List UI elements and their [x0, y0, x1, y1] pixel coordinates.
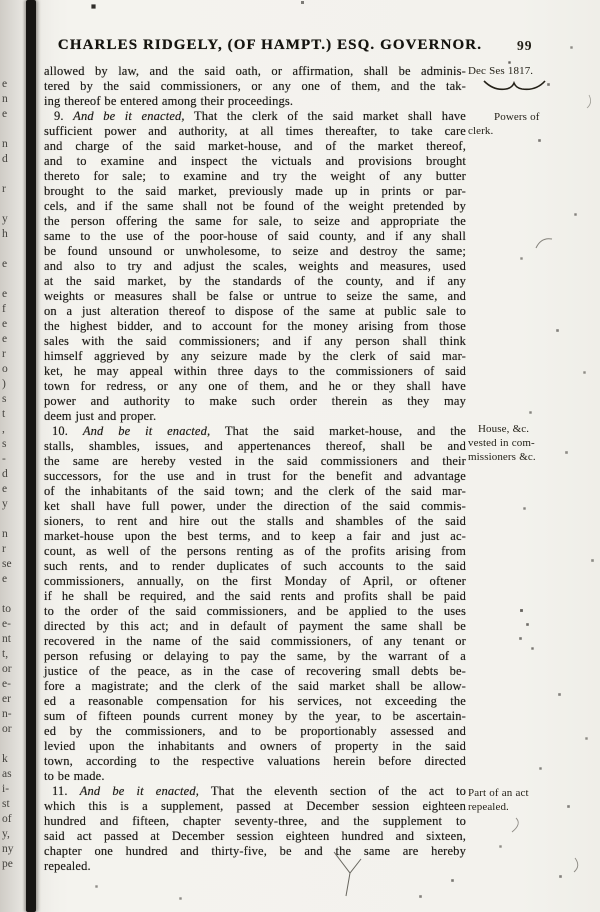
- gutter-fragment: e: [2, 288, 8, 300]
- gutter-fragment: n: [2, 93, 8, 105]
- text-line: at the said market, by the standards of the county, and if any: [44, 274, 466, 288]
- gutter-fragment: [2, 512, 24, 527]
- gutter-fragment: d: [2, 468, 8, 480]
- gutter-fragment: [2, 242, 24, 257]
- gutter-fragment: e: [2, 483, 8, 495]
- gutter-text-fragments: [2, 62, 24, 872]
- text-line: the highest bidder, and to account for the money arising from those: [44, 319, 466, 333]
- enacting-phrase: And be it enacted,: [79, 784, 200, 798]
- text-line: vested in com-: [468, 437, 535, 449]
- page-number: 99: [517, 38, 533, 53]
- text-line: successors, for the use and in trust for the benefit and advantage: [44, 469, 466, 483]
- text-line: missioners &c.: [468, 451, 536, 463]
- gutter-fragment: [2, 62, 24, 77]
- text-line: himself aggrieved by any seizure made by the clerk of said mar-: [44, 349, 466, 363]
- text-line: repealed.: [44, 859, 91, 873]
- paragraph: [44, 64, 466, 109]
- gutter-fragment: e: [2, 258, 8, 270]
- gutter-fragment: i-: [2, 783, 10, 795]
- text-line: to be made.: [44, 769, 105, 783]
- text-line: commissioners, annually, on the first Monday of April, or oftener: [44, 574, 466, 588]
- text-line: [44, 424, 466, 439]
- text-line: ing thereof be entered among their proceedings.: [44, 94, 294, 108]
- text-line: fore a magistrate; and the clerk of the said market shall be allow-: [44, 679, 466, 693]
- brace-ornament: [482, 79, 548, 93]
- text-line: recovered in the name of the said commissioners, of any tenant or: [44, 634, 466, 648]
- gutter-fragment: n-: [2, 708, 12, 720]
- text-line: brought to the said market, previously made up in prints or par-: [44, 184, 466, 198]
- text-line: on a just alteration thereof to dispose of the same at public sale to: [44, 304, 466, 318]
- gutter-fragment: e-: [2, 678, 11, 690]
- gutter-fragment: o: [2, 363, 8, 375]
- gutter-fragment: e: [2, 78, 8, 90]
- text-line: ed by the commissioners, and to be proportionably assessed and: [44, 724, 466, 738]
- text-line: same to the use of the poor-house of said county, and if any shall: [44, 229, 466, 243]
- gutter-fragment: e-: [2, 618, 11, 630]
- gutter-fragment: st: [2, 798, 10, 810]
- paragraph: [44, 424, 466, 784]
- text-line: ket, he may appeal within three days to the commissioners of said: [44, 364, 466, 378]
- text-line: sufficient power and authority, at all times thereafter, to take care: [44, 124, 466, 138]
- text-line: sioners, to rent and hire out the stalls and shambles of the said: [44, 514, 466, 528]
- text-line: directed by this act; and in default of payment the same shall be: [44, 619, 466, 633]
- gutter-fragment: r: [2, 348, 6, 360]
- gutter-fragment: nt: [2, 633, 11, 645]
- text-segment: That the clerk of the said market shall have: [184, 109, 467, 123]
- text-line: if he shall be required, and the said rents and profits shall be paid: [44, 589, 466, 603]
- page-header: [45, 36, 495, 54]
- text-line: [44, 784, 466, 799]
- text-segment: That the said market-house, and the: [210, 424, 466, 438]
- text-segment: That the eleventh section of the act to: [199, 784, 467, 798]
- running-title: CHARLES RIDGELY, (OF HAMPT.) ESQ. GOVERNOR.: [57, 37, 483, 53]
- gutter-fragment: pe: [2, 858, 13, 870]
- gutter-fragment: ): [2, 378, 6, 390]
- margin-note: [468, 422, 594, 464]
- gutter-fragment: -: [2, 453, 6, 465]
- text-line: which this is a supplement, passed at December session eighteen: [44, 799, 466, 813]
- text-line: and also to try and adjust the scales, weights and measures, used: [44, 259, 466, 273]
- text-line: House, &c.: [478, 423, 530, 435]
- text-line: hundred and fifteen, chapter seventy-three, and the supplement to: [44, 814, 466, 828]
- gutter-fragment: t,: [2, 648, 9, 660]
- text-line: levied upon the inhabitants and owners of property in the said: [44, 739, 466, 753]
- gutter-fragment: ,: [2, 423, 5, 435]
- text-line: tered by the said commissioners, or any one of them, and the tak-: [44, 79, 466, 93]
- scan-noise-speckles: [0, 0, 1, 1]
- gutter-fragment: e: [2, 318, 8, 330]
- gutter-fragment: as: [2, 768, 12, 780]
- text-line: count, as well of the persons renting as of the profits arising from: [44, 544, 466, 558]
- text-line: Part of an act: [468, 787, 529, 799]
- gutter-fragment: er: [2, 693, 11, 705]
- text-line: Powers of: [494, 111, 540, 123]
- gutter-fragment: y,: [2, 828, 10, 840]
- gutter-fragment: y: [2, 498, 8, 510]
- gutter-fragment: s: [2, 438, 7, 450]
- margin-note: [468, 110, 594, 138]
- text-line: person refusing or delaying to pay the same, by the warrant of a: [44, 649, 466, 663]
- text-line: of the inhabitants of the said town; and the clerk of the said mar-: [44, 484, 466, 498]
- text-line: deem just and proper.: [44, 409, 157, 423]
- gutter-fragment: [2, 587, 24, 602]
- act-body-text: [44, 64, 466, 874]
- text-line: clerk.: [468, 125, 494, 137]
- text-line: the person offering the same for sale, to seize and appropriate the: [44, 214, 466, 228]
- text-line: ed a reasonable compensation for his services, not exceeding the: [44, 694, 466, 708]
- text-segment: 11.: [52, 784, 80, 798]
- gutter-fragment: [2, 122, 24, 137]
- gutter-fragment: [2, 737, 24, 752]
- text-line: allowed by law, and the said oath, or affirmation, shall be adminis-: [44, 64, 466, 78]
- text-line: cels, and if the same shall not be found of the weight pretended by: [44, 199, 466, 213]
- text-line: and charge of the said market-house, and of the market thereof,: [44, 139, 466, 153]
- text-line: town for redress, or any one of them, and he or they shall have: [44, 379, 466, 393]
- gutter-fragment: r: [2, 543, 6, 555]
- gutter-fragment: s: [2, 393, 7, 405]
- text-line: town, according to the respective valuations herein before directed: [44, 754, 466, 768]
- text-line: ket shall have full power, under the direction of the said commis-: [44, 499, 466, 513]
- text-line: market-house upon the best terms, and to keep a fair and just ac-: [44, 529, 466, 543]
- gutter-fragment: n: [2, 528, 8, 540]
- text-line: to the order of the said commissioners, and be applied to the uses: [44, 604, 466, 618]
- gutter-fragment: e: [2, 573, 8, 585]
- text-line: stalls, shambles, issues, and appertenances thereof, shall be and: [44, 439, 466, 453]
- gutter-fragment: or: [2, 723, 12, 735]
- text-segment: 9.: [54, 109, 74, 123]
- gutter-fragment: d: [2, 153, 8, 165]
- gutter-fragment: of: [2, 813, 12, 825]
- text-line: justice of the peace, as in the case of recovering small debts be-: [44, 664, 466, 678]
- gutter-fragment: y: [2, 213, 8, 225]
- text-line: thereto for sale; to examine and try the weight of any butter: [44, 169, 466, 183]
- text-line: and to examine and inspect the victuals and provisions brought: [44, 154, 466, 168]
- text-line: sales with the said commissioners; and if any person shall think: [44, 334, 466, 348]
- gutter-fragment: [2, 167, 24, 182]
- gutter-fragment: f: [2, 303, 6, 315]
- text-line: chapter one hundred and thirty-five, be and the same are hereby: [44, 844, 466, 858]
- binding-gutter-bar: [26, 0, 36, 912]
- gutter-fragment: ny: [2, 843, 14, 855]
- gutter-fragment: t: [2, 408, 6, 420]
- gutter-fragment: [2, 197, 24, 212]
- paragraph: [44, 784, 466, 874]
- text-line: sum of fifteen pounds current money by the year, to be ascertain-: [44, 709, 466, 723]
- paragraph: [44, 109, 466, 424]
- gutter-fragment: r: [2, 183, 6, 195]
- gutter-fragment: se: [2, 558, 12, 570]
- gutter-fragment: h: [2, 228, 8, 240]
- text-line: repealed.: [468, 801, 509, 813]
- enacting-phrase: And be it enacted,: [82, 424, 211, 438]
- text-line: be found unsound or unwholesome, to seize and destroy the same;: [44, 244, 466, 258]
- gutter-fragment: k: [2, 753, 8, 765]
- gutter-fragment: e: [2, 333, 8, 345]
- gutter-fragment: to: [2, 603, 11, 615]
- margin-note: [468, 64, 594, 93]
- text-line: such rents, and to render duplicates of such accounts to the said: [44, 559, 466, 573]
- text-line: weights or measures shall be false or untrue to seize the same, and: [44, 289, 466, 303]
- enacting-phrase: And be it enacted,: [73, 109, 185, 123]
- margin-note: [468, 786, 594, 814]
- gutter-fragment: e: [2, 108, 8, 120]
- gutter-fragment: or: [2, 663, 12, 675]
- text-line: the same are hereby vested in the said commissioners and their: [44, 454, 466, 468]
- text-line: Dec Ses 1817.: [468, 65, 534, 77]
- text-segment: 10.: [52, 424, 83, 438]
- text-line: said act passed at December session eighteen hundred and sixteen,: [44, 829, 466, 843]
- gutter-fragment: [2, 272, 24, 287]
- gutter-fragment: n: [2, 138, 8, 150]
- text-line: [44, 109, 466, 124]
- text-line: power and authority to make such order therein as they may: [44, 394, 466, 408]
